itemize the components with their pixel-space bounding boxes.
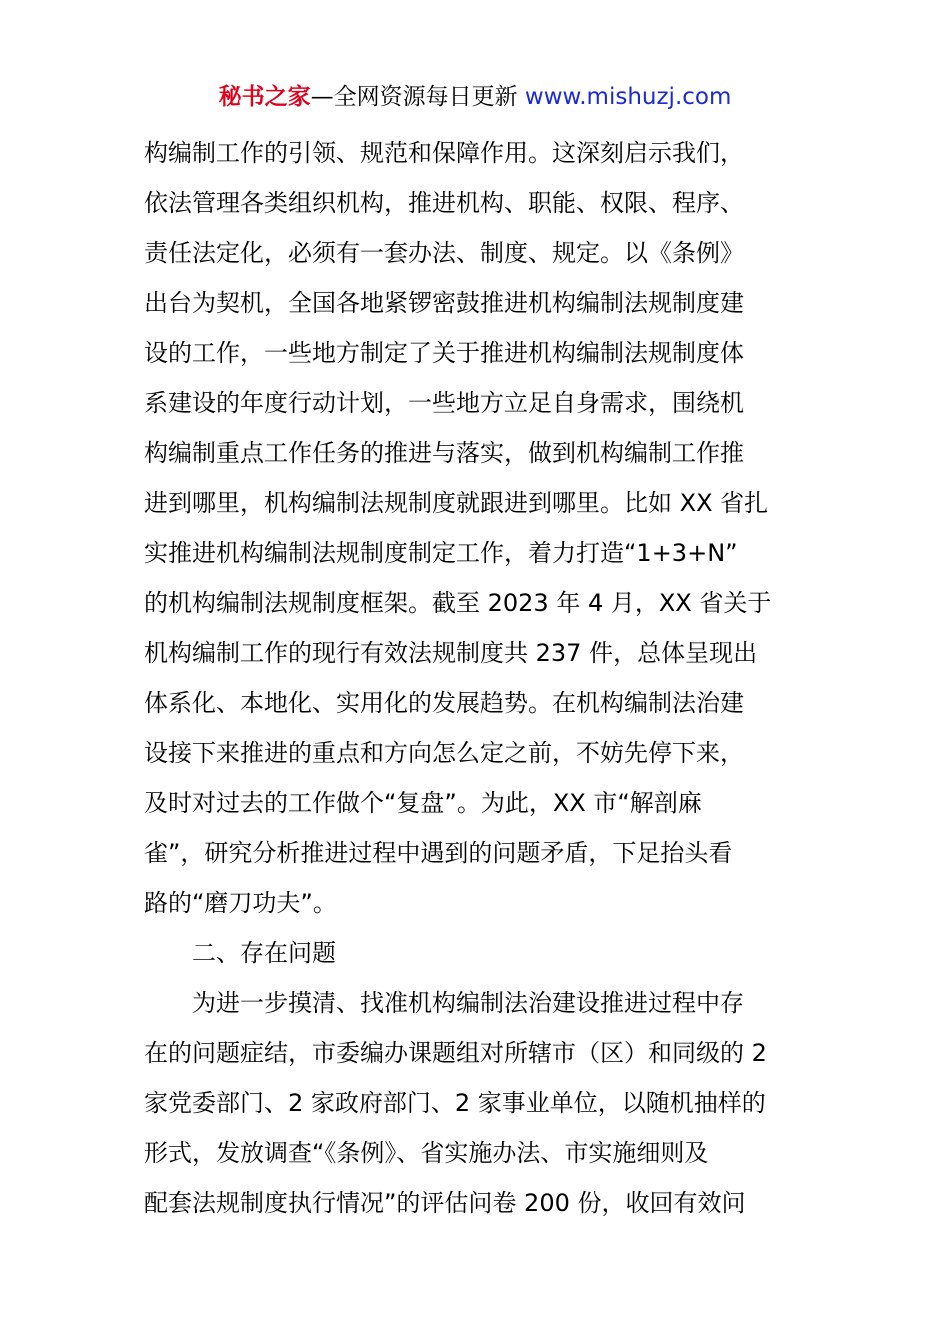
page-header (0, 82, 950, 112)
site-url-link[interactable]: www.mishuzj.com (524, 84, 732, 110)
text-line: 构编制重点工作任务的推进与落实，做到机构编制工作推 (144, 439, 744, 467)
text-line: 的机构编制法规制度框架。截至 2023 年 4 月，XX 省关于 (144, 589, 772, 617)
document-body (144, 128, 824, 1228)
text-line: 责任法定化，必须有一套办法、制度、规定。以《条例》 (144, 239, 744, 267)
text-line: 系建设的年度行动计划，一些地方立足自身需求，围绕机 (144, 389, 744, 417)
text-line: 设接下来推进的重点和方向怎么定之前，不妨先停下来， (144, 739, 744, 767)
header-tagline: —全网资源每日更新 (310, 84, 525, 110)
text-line: 设的工作，一些地方制定了关于推进机构编制法规制度体 (144, 339, 744, 367)
text-line: 依法管理各类组织机构，推进机构、职能、权限、程序、 (144, 189, 744, 217)
text-line: 家党委部门、2 家政府部门、2 家事业单位，以随机抽样的 (144, 1089, 766, 1117)
text-line: 路的“磨刀功夫”。 (144, 889, 337, 917)
text-line: 配套法规制度执行情况”的评估问卷 200 份，收回有效问 (144, 1189, 746, 1217)
text-line: 在的问题症结，市委编办课题组对所辖市（区）和同级的 2 (144, 1039, 767, 1067)
brand-name: 秘书之家 (218, 84, 311, 110)
text-line: 形式，发放调查“《条例》、省实施办法、市实施细则及 (144, 1139, 709, 1167)
text-line: 机构编制工作的现行有效法规制度共 237 件，总体呈现出 (144, 639, 758, 667)
text-line: 出台为契机，全国各地紧锣密鼓推进机构编制法规制度建 (144, 289, 744, 317)
text-line: 为进一步摸清、找准机构编制法治建设推进过程中存 (192, 989, 744, 1017)
text-line: 进到哪里，机构编制法规制度就跟进到哪里。比如 XX 省扎 (144, 489, 769, 517)
text-line: 体系化、本地化、实用化的发展趋势。在机构编制法治建 (144, 689, 744, 717)
text-line: 构编制工作的引领、规范和保障作用。这深刻启示我们， (144, 139, 744, 167)
text-line: 实推进机构编制法规制度制定工作，着力打造“1+3+N” (144, 539, 738, 567)
section-heading: 二、存在问题 (192, 939, 336, 967)
text-line: 及时对过去的工作做个“复盘”。为此，XX 市“解剖麻 (144, 789, 702, 817)
text-line: 雀”，研究分析推进过程中遇到的问题矛盾，下足抬头看 (144, 839, 733, 867)
